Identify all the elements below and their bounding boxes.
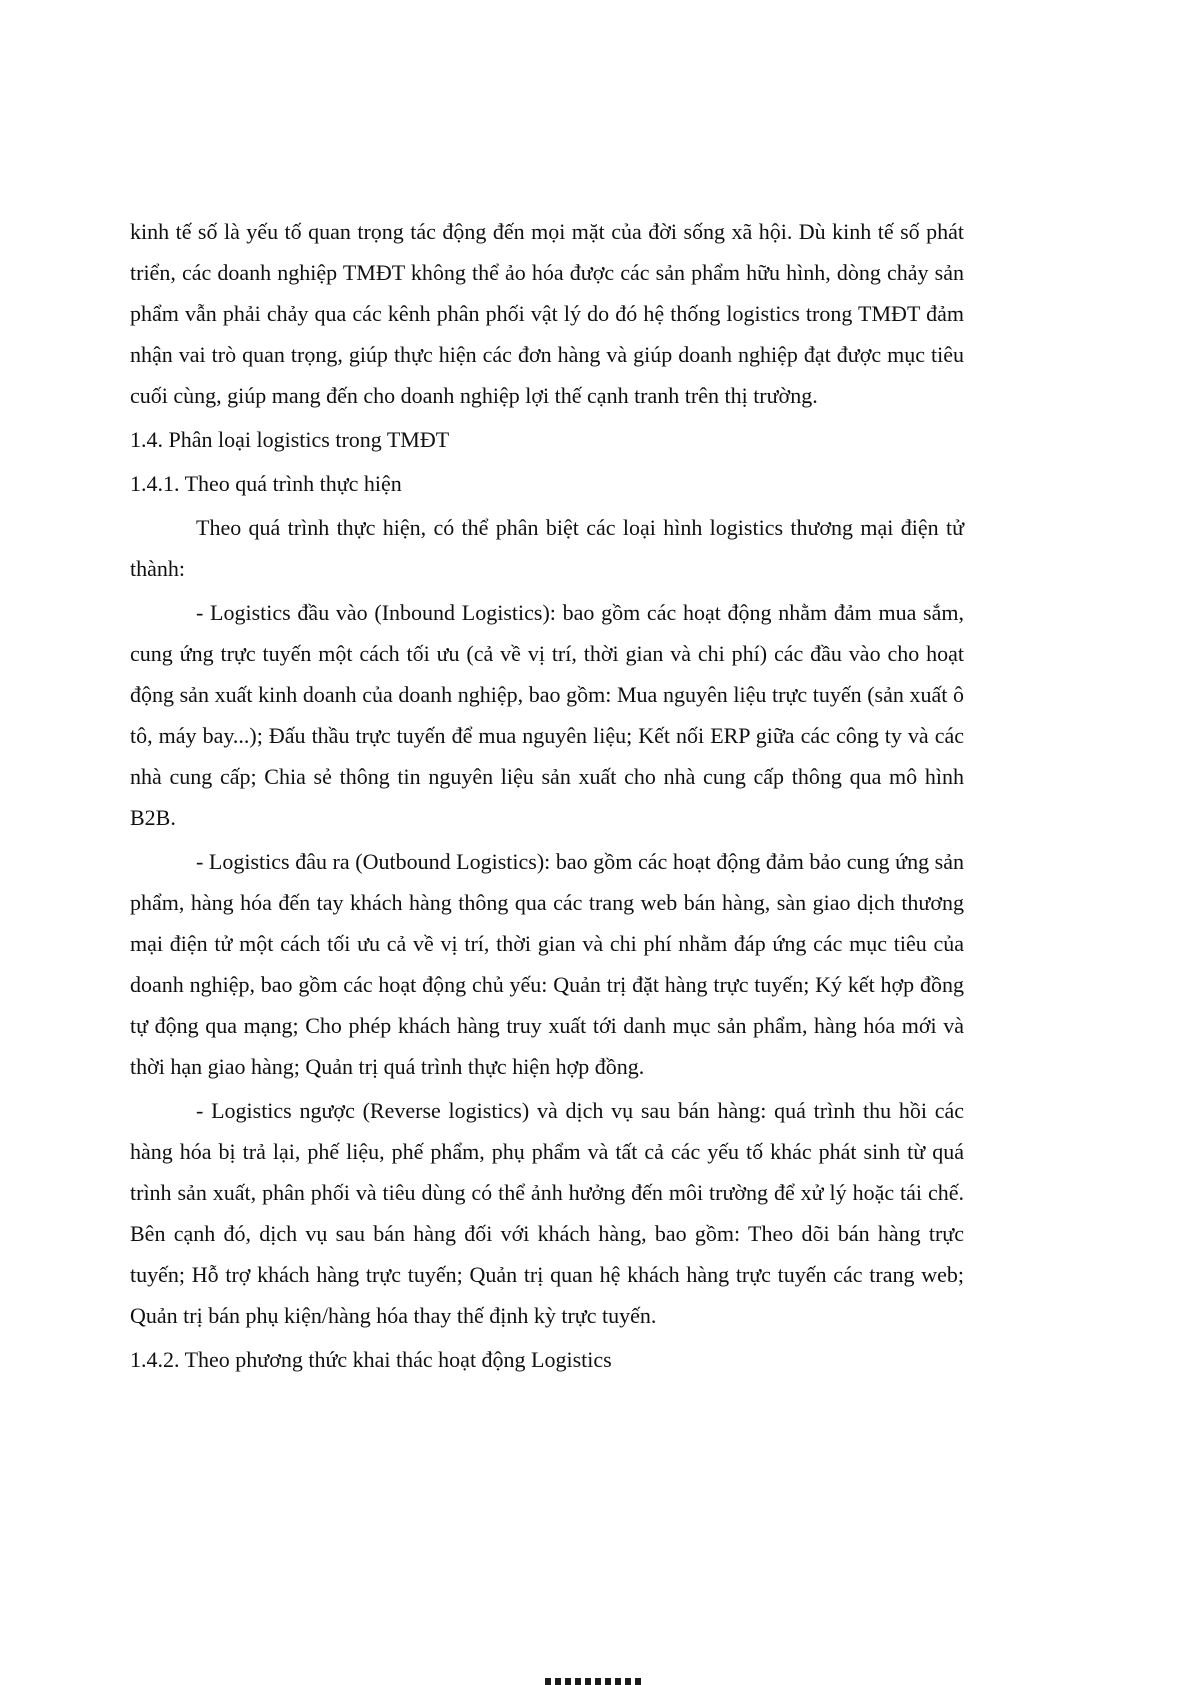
section-heading-1-4-1: 1.4.1. Theo quá trình thực hiện [130,471,402,496]
page-text-block [130,211,964,1383]
section-heading-1-4: 1.4. Phân loại logistics trong TMĐT [130,427,450,452]
paragraph-intro: Theo quá trình thực hiện, có thể phân biệt các loại hình logistics thương mại điện tử thành: [130,515,964,581]
section-heading-1-4-2: 1.4.2. Theo phương thức khai thác hoạt động Logistics [130,1347,612,1372]
paragraph-reverse-logistics: - Logistics ngược (Reverse logistics) và dịch vụ sau bán hàng: quá trình thu hồi các hàng hóa bị trả lại, phế liệu, phế phẩm, phụ phẩm và tất cả các yếu tố khác phát sinh từ quá trình sản xuất, phân phối và tiêu dùng có thể ảnh hưởng đến môi trường để xử lý hoặc tái chế. Bên cạnh đó, dịch vụ sau bán hàng đối với khách hàng, bao gồm: Theo dõi bán hàng trực tuyến; Hỗ trợ khách hàng trực tuyến; Quản trị quan hệ khách hàng trực tuyến các trang web; Quản trị bán phụ kiện/hàng hóa thay thế định kỳ trực tuyến. [130,1098,964,1328]
paragraph-inbound-logistics: - Logistics đầu vào (Inbound Logistics): bao gồm các hoạt động nhằm đảm mua sắm, cung ứng trực tuyến một cách tối ưu (cả về vị trí, thời gian và chi phí) các đầu vào cho hoạt động sản xuất kinh doanh của doanh nghiệp, bao gồm: Mua nguyên liệu trực tuyến (sản xuất ô tô, máy bay...); Đấu thầu trực tuyến để mua nguyên liệu; Kết nối ERP giữa các công ty và các nhà cung cấp; Chia sẻ thông tin nguyên liệu sản xuất cho nhà cung cấp thông qua mô hình B2B. [130,600,964,830]
paragraph-outbound-logistics: - Logistics đâu ra (Outbound Logistics): bao gồm các hoạt động đảm bảo cung ứng sản phẩm, hàng hóa đến tay khách hàng thông qua các trang web bán hàng, sàn giao dịch thương mại điện tử một cách tối ưu cả về vị trí, thời gian và chi phí nhằm đáp ứng các mục tiêu của doanh nghiệp, bao gồm các hoạt động chủ yếu: Quản trị đặt hàng trực tuyến; Ký kết hợp đồng tự động qua mạng; Cho phép khách hàng truy xuất tới danh mục sản phẩm, hàng hóa mới và thời hạn giao hàng; Quản trị quá trình thực hiện hợp đồng. [130,849,964,1079]
cut-off-next-page-text [545,1678,641,1685]
paragraph-body-continuation: kinh tế số là yếu tố quan trọng tác động đến mọi mặt của đời sống xã hội. Dù kinh tế số phát triển, các doanh nghiệp TMĐT không thể ảo hóa được các sản phẩm hữu hình, dòng chảy sản phẩm vẫn phải chảy qua các kênh phân phối vật lý do đó hệ thống logistics trong TMĐT đảm nhận vai trò quan trọng, giúp thực hiện các đơn hàng và giúp doanh nghiệp đạt được mục tiêu cuối cùng, giúp mang đến cho doanh nghiệp lợi thế cạnh tranh trên thị trường. [130,219,964,408]
